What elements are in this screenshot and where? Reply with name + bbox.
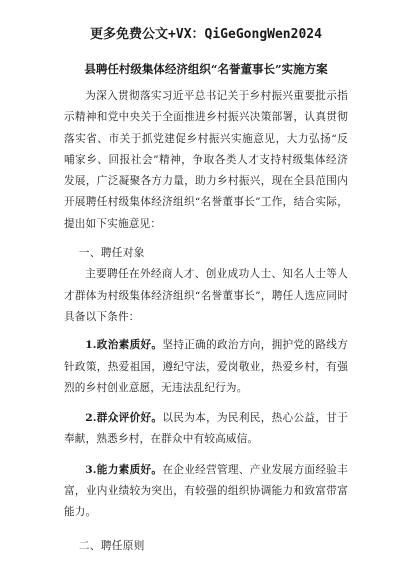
condition-lead: 3.能力素质好。 (85, 463, 163, 476)
condition-lead: 1.政治素质好。 (85, 339, 163, 352)
header-banner: 更多免费公文+VX：QiGeGongWen2024 (90, 27, 322, 42)
section-heading-2: 二、聘任原则 (78, 539, 145, 552)
condition-item-political (64, 335, 348, 399)
condition-item-ability (64, 460, 348, 524)
condition-item-public (64, 408, 348, 451)
intro-paragraph: 为深入贯彻落实习近平总书记关于乡村振兴重要批示指示精神和党中央关于全面推进乡村振兴决策部署，认真贯彻落实省、市关于抓党建促乡村振兴实施意见，大力弘扬“反哺家乡、回报社会”精神，争取各类人才支持村级集体经济发展，广泛凝聚各方力量，助力乡村振兴，现在全县范围内开展聘任村级集体经济组织“名誉董事长”工作，结合实际，提出如下实施意见： (64, 90, 348, 230)
document-title: 县聘任村级集体经济组织“名誉董事长”实施方案 (84, 62, 328, 76)
section-1-body: 主要聘任在外经商人才、创业成功人士、知名人士等人才群体为村级集体经济组织“名誉董事长”，聘任人选应同时具备以下条件： (64, 268, 348, 323)
condition-lead: 2.群众评价好。 (85, 412, 163, 425)
condition-text: 以民为本，为民利民，热心公益，甘于奉献，熟悉乡村，在群众中有较高威信。 (64, 412, 348, 446)
section-heading-1: 一、聘任对象 (78, 247, 145, 260)
condition-text: 在企业经营管理、产业发展方面经验丰富，业内业绩较为突出，有较强的组织协调能力和致富带富能力。 (64, 463, 348, 519)
condition-text: 坚持正确的政治方向，拥护党的路线方针政策，热爱祖国，遵纪守法，爱岗敬业，热爱乡村，有强烈的乡村创业意愿，无违法乱纪行为。 (64, 339, 348, 394)
